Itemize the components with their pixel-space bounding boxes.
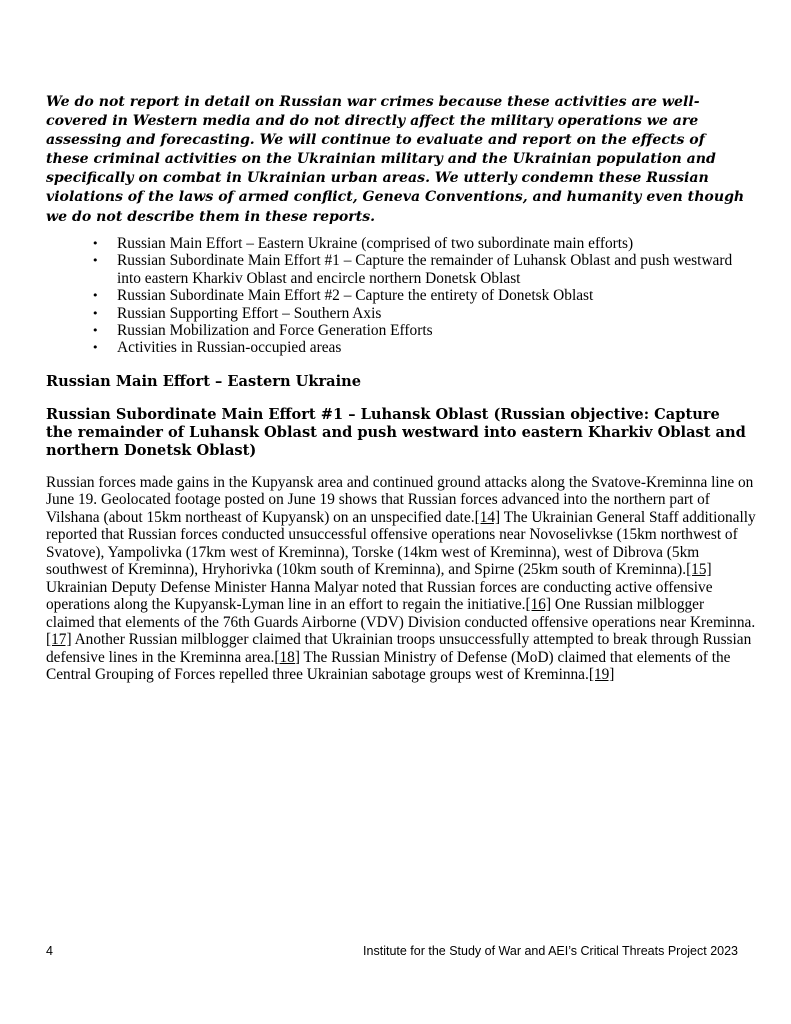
footnote-link-18[interactable]: [18] bbox=[274, 648, 300, 666]
body-text-segment: The Russian Ministry of Defense (MoD) claimed that elements of the Central Grouping of Forces repelled three Ukrainian sabotage groups west of Kreminna. bbox=[46, 648, 731, 683]
bullet-icon: • bbox=[92, 341, 99, 355]
bullet-text: Russian Mobilization and Force Generation Efforts bbox=[117, 322, 433, 340]
bullet-icon: • bbox=[92, 237, 99, 250]
bullet-icon: • bbox=[92, 254, 99, 268]
bullet-item bbox=[92, 305, 752, 322]
footnote-link-17[interactable]: [17] bbox=[46, 631, 72, 649]
footnote-link-15[interactable]: [15] bbox=[686, 561, 712, 579]
bullet-item bbox=[92, 252, 752, 287]
bullet-text: Russian Subordinate Main Effort #2 – Capture the entirety of Donetsk Oblast bbox=[117, 287, 594, 305]
bullet-item bbox=[92, 322, 752, 339]
intro-disclaimer: We do not report in detail on Russian war crimes because these activities are well-covered in Western media and do not directly affect the military operations we are assessing and forecasting. We will continue to evaluate and report on the effects of these criminal activities on the Ukrainian military and the Ukrainian population and specifically on combat in Ukrainian urban areas. We utterly condemn these Russian violations of the laws of armed conflict, Geneva Conventions, and humanity even though we do not describe them in these reports. bbox=[46, 94, 745, 225]
body-text-segment: One Russian milblogger claimed that elements of the 76th Guards Airborne (VDV) Division conducted offensive operations near Kreminna. bbox=[46, 596, 756, 631]
page-number: 4 bbox=[46, 944, 53, 958]
body-text-segment: Ukrainian Deputy Defense Minister Hanna Malyar noted that Russian forces are conducting active offensive operations along the Kupyansk-Lyman line in an effort to regain the initiative. bbox=[46, 578, 713, 614]
bullet-item bbox=[92, 339, 752, 356]
footer-title: Institute for the Study of War and AEI’s Critical Threats Project 2023 bbox=[363, 944, 738, 958]
topic-bullet-list bbox=[92, 235, 752, 357]
bullet-text: Russian Subordinate Main Effort #1 – Capture the remainder of Luhansk Oblast and push westward into eastern Kharkiv Oblast and encircle northern Donetsk Oblast bbox=[117, 252, 733, 287]
bullet-text: Russian Main Effort – Eastern Ukraine (comprised of two subordinate main efforts) bbox=[117, 235, 634, 252]
body-text-segment: Another Russian milblogger claimed that Ukrainian troops unsuccessfully attempted to break through Russian defensive lines in the Kreminna area. bbox=[46, 631, 752, 666]
bullet-item bbox=[92, 287, 752, 304]
footnote-link-19[interactable]: [19] bbox=[588, 665, 615, 683]
bullet-item bbox=[92, 235, 752, 252]
footnote-link-16[interactable]: [16] bbox=[525, 596, 552, 614]
footnote-link-14[interactable]: [14] bbox=[474, 508, 501, 526]
subsection-heading: Russian Subordinate Main Effort #1 – Luhansk Oblast (Russian objective: Capture the remainder of Luhansk Oblast and push westward into eastern Kharkiv Oblast and northern Donetsk Oblast) bbox=[46, 406, 746, 460]
bullet-icon: • bbox=[92, 324, 99, 338]
bullet-icon: • bbox=[92, 306, 99, 320]
body-text-segment: Russian forces made gains in the Kupyansk area and continued ground attacks along the Svatove-Kreminna line on June 19. Geolocated footage posted on June 19 shows that Russian forces advanced into the northern part of Vilshana (about 15km northeast of Kupyansk) on an unspecified date. bbox=[46, 474, 754, 526]
body-text-segment: The Ukrainian General Staff additionally reported that Russian forces conducted unsuccessful offensive operations near Novoselivkse (15km northwest of Svatove), Yampolivka (17km west of Kreminna), Torske (14km west of Kreminna), west of Dibrova (5km southwest of Kreminna), Hryhorivka (10km south of Kreminna), and Spirne (25km south of Kreminna). bbox=[46, 508, 756, 579]
bullet-text: Russian Supporting Effort – Southern Axis bbox=[117, 304, 382, 322]
bullet-text: Activities in Russian-occupied areas bbox=[117, 339, 342, 357]
section-heading: Russian Main Effort – Eastern Ukraine bbox=[46, 373, 362, 390]
bullet-icon: • bbox=[92, 289, 99, 303]
body-paragraph bbox=[46, 474, 756, 683]
